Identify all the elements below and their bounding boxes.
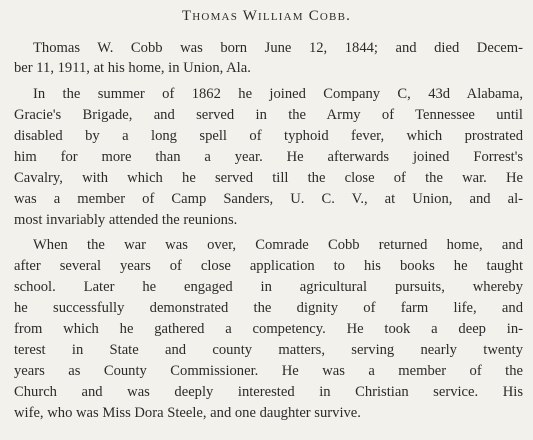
paragraph-2-line-1: In the summer of 1862 he joined Company C, 43d Alabama, (33, 86, 523, 102)
paragraph-2-line-6: was a member of Camp Sanders, U. C. V., at Union, and al- (14, 191, 523, 207)
paragraph-3-line-8: Church and was deeply interested in Christian service. His (14, 384, 523, 400)
paragraph-2-line-3: disabled by a long spell of typhoid fever, which prostrated (14, 128, 523, 144)
paragraph-2-line-4: him for more than a year. He afterwards joined Forrest's (14, 149, 523, 165)
paragraph-2-line-5: Cavalry, with which he served till the close of the war. He (14, 170, 523, 186)
paragraph-3-line-3: school. Later he engaged in agricultural pursuits, whereby (14, 279, 523, 295)
page-title: Thomas William Cobb. (181, 8, 352, 24)
paragraph-3-line-4: he successfully demonstrated the dignity of farm life, and (14, 300, 523, 316)
paragraph-1-line-1: Thomas W. Cobb was born June 12, 1844; and died Decem- (33, 40, 523, 56)
paragraph-2-line-2: Gracie's Brigade, and served in the Army of Tennessee until (14, 107, 523, 123)
paragraph-3-line-5: from which he gathered a competency. He took a deep in- (14, 321, 523, 337)
paragraph-3-line-1: When the war was over, Comrade Cobb returned home, and (33, 237, 523, 253)
paragraph-3-line-6: terest in State and county matters, serving nearly twenty (14, 342, 523, 358)
paragraph-2-line-7: most invariably attended the reunions. (14, 212, 238, 228)
paragraph-3-line-7: years as County Commissioner. He was a member of the (14, 363, 523, 379)
paragraph-3-line-2: after several years of close application to his books he taught (14, 258, 523, 274)
paragraph-1-line-2: ber 11, 1911, at his home, in Union, Ala. (14, 60, 251, 76)
paragraph-3-line-9: wife, who was Miss Dora Steele, and one daughter survive. (14, 405, 361, 421)
